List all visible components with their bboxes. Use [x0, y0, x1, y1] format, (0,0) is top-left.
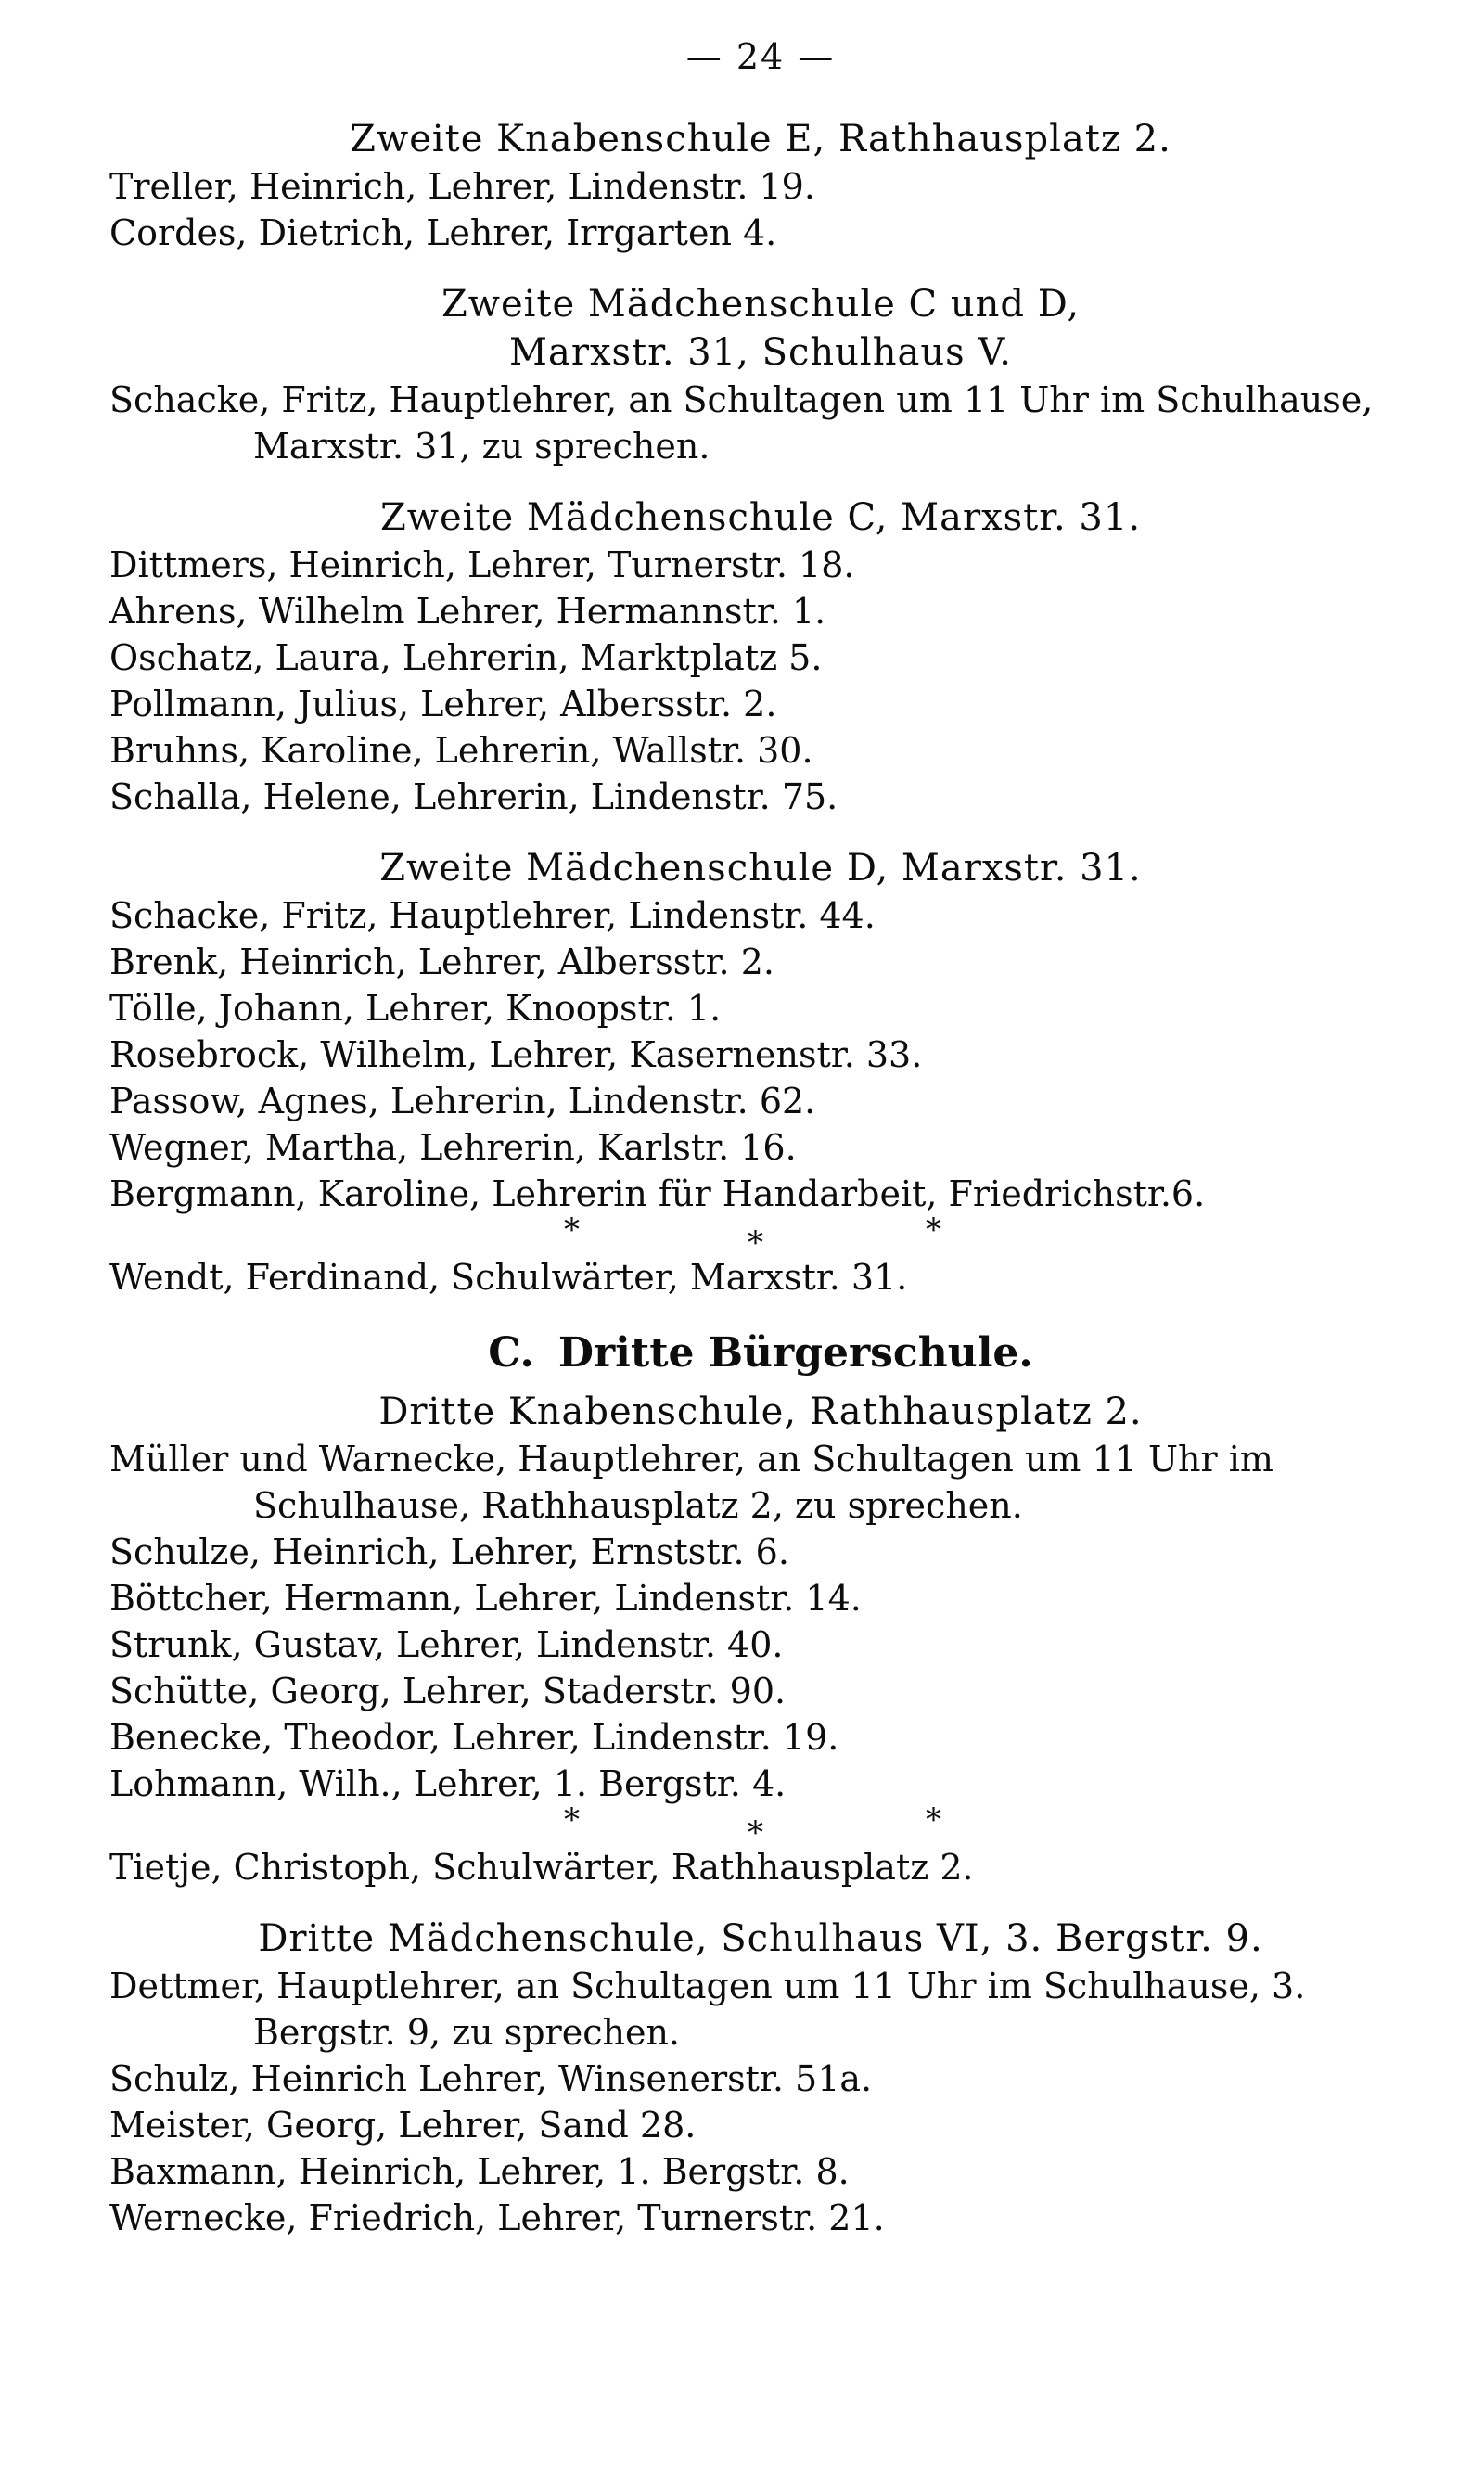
list-item: Strunk, Gustav, Lehrer, Lindenstr. 40.: [109, 1624, 784, 1665]
school-name: Zweite Mädchenschule C und D,: [441, 283, 1081, 326]
school-name: Zweite Knabenschule E,: [350, 118, 826, 160]
list-item: Pollmann, Julius, Lehrer, Albersstr. 2.: [109, 684, 777, 724]
asterisk: *: [748, 1224, 763, 1262]
school-address: Marxstr. 31.: [901, 496, 1142, 539]
list-item: Lohmann, Wilh., Lehrer, 1. Bergstr. 4.: [109, 1763, 787, 1804]
school-name: Dritte Mädchenschule,: [258, 1917, 709, 1960]
asterisk: *: [926, 1801, 941, 1839]
school-heading: [109, 1915, 1412, 1963]
list-item: Schacke, Fritz, Hauptlehrer, Lindenstr. 44.: [109, 895, 876, 936]
list-item: Ahrens, Wilhelm Lehrer, Hermannstr. 1.: [109, 591, 826, 632]
school-address: Marxstr. 31, Schulhaus V.: [509, 331, 1012, 374]
list-item: Schacke, Fritz, Hauptlehrer, an Schultagen um 11 Uhr im Schulhause, Marxstr. 31, zu sprechen.: [109, 379, 1374, 467]
list-item: Schulz, Heinrich Lehrer, Winsenerstr. 51a.: [109, 2058, 873, 2099]
list-item: Tölle, Johann, Lehrer, Knoopstr. 1.: [109, 988, 722, 1029]
list-item: Schulze, Heinrich, Lehrer, Ernststr. 6.: [109, 1531, 789, 1572]
asterism-divider: [109, 1211, 1412, 1262]
asterisk: *: [748, 1814, 763, 1852]
list-item: Bruhns, Karoline, Lehrerin, Wallstr. 30.: [109, 730, 813, 771]
list-item: Wernecke, Friedrich, Lehrer, Turnerstr. 21.: [109, 2198, 885, 2238]
asterisk: *: [564, 1211, 580, 1249]
school-heading: [109, 280, 1412, 377]
list-item: Bergmann, Karoline, Lehrerin für Handarbeit, Friedrichstr.6.: [109, 1173, 1206, 1214]
list-item: Oschatz, Laura, Lehrerin, Marktplatz 5.: [109, 637, 823, 678]
list-item: Passow, Agnes, Lehrerin, Lindenstr. 62.: [109, 1081, 816, 1121]
list-item: Treller, Heinrich, Lehrer, Lindenstr. 19.: [109, 166, 815, 207]
school-name: Dritte Knabenschule,: [378, 1390, 798, 1433]
page-number: — 24 —: [685, 36, 836, 77]
section-letter: C.: [488, 1329, 534, 1377]
asterisk: *: [926, 1211, 941, 1249]
asterisk: *: [564, 1801, 580, 1839]
asterism-divider: [109, 1801, 1412, 1852]
list-item: Baxmann, Heinrich, Lehrer, 1. Bergstr. 8.: [109, 2151, 850, 2192]
school-name: Zweite Mädchenschule C,: [379, 496, 889, 539]
list-item: Böttcher, Hermann, Lehrer, Lindenstr. 14.: [109, 1578, 862, 1619]
school-address: Rathhausplatz 2.: [809, 1390, 1143, 1433]
school-name: Zweite Mädchenschule D,: [379, 847, 889, 890]
list-item: Meister, Georg, Lehrer, Sand 28.: [109, 2105, 697, 2146]
school-address: Rathhausplatz 2.: [838, 118, 1171, 160]
school-heading: [109, 844, 1412, 892]
list-item: Müller und Warnecke, Hauptlehrer, an Schultagen um 11 Uhr im Schulhause, Rathhausplatz 2, zu sprechen.: [109, 1439, 1273, 1526]
list-item: Schalla, Helene, Lehrerin, Lindenstr. 75.: [109, 776, 838, 817]
list-item: Wendt, Ferdinand, Schulwärter, Marxstr. 31.: [109, 1257, 908, 1298]
list-item: Dettmer, Hauptlehrer, an Schultagen um 11 Uhr im Schulhause, 3. Bergstr. 9, zu sprechen.: [109, 1966, 1306, 2053]
list-item: Schütte, Georg, Lehrer, Staderstr. 90.: [109, 1671, 787, 1711]
section-title: Dritte Bürgerschule.: [557, 1329, 1033, 1377]
list-item: Brenk, Heinrich, Lehrer, Albersstr. 2.: [109, 942, 774, 982]
list-item: Wegner, Martha, Lehrerin, Karlstr. 16.: [109, 1127, 797, 1168]
school-address: Marxstr. 31.: [901, 847, 1142, 890]
list-item: Cordes, Dietrich, Lehrer, Irrgarten 4.: [109, 212, 777, 253]
school-heading: [109, 1388, 1412, 1436]
list-item: Rosebrock, Wilhelm, Lehrer, Kasernenstr. 33.: [109, 1034, 923, 1075]
section-heading: [109, 1326, 1412, 1380]
list-item: Dittmers, Heinrich, Lehrer, Turnerstr. 18.: [109, 545, 855, 585]
list-item: Benecke, Theodor, Lehrer, Lindenstr. 19.: [109, 1717, 839, 1758]
school-address: Schulhaus VI, 3. Bergstr. 9.: [721, 1917, 1263, 1960]
school-heading: [109, 115, 1412, 163]
school-heading: [109, 493, 1412, 542]
list-item: Tietje, Christoph, Schulwärter, Rathhausplatz 2.: [109, 1847, 974, 1888]
